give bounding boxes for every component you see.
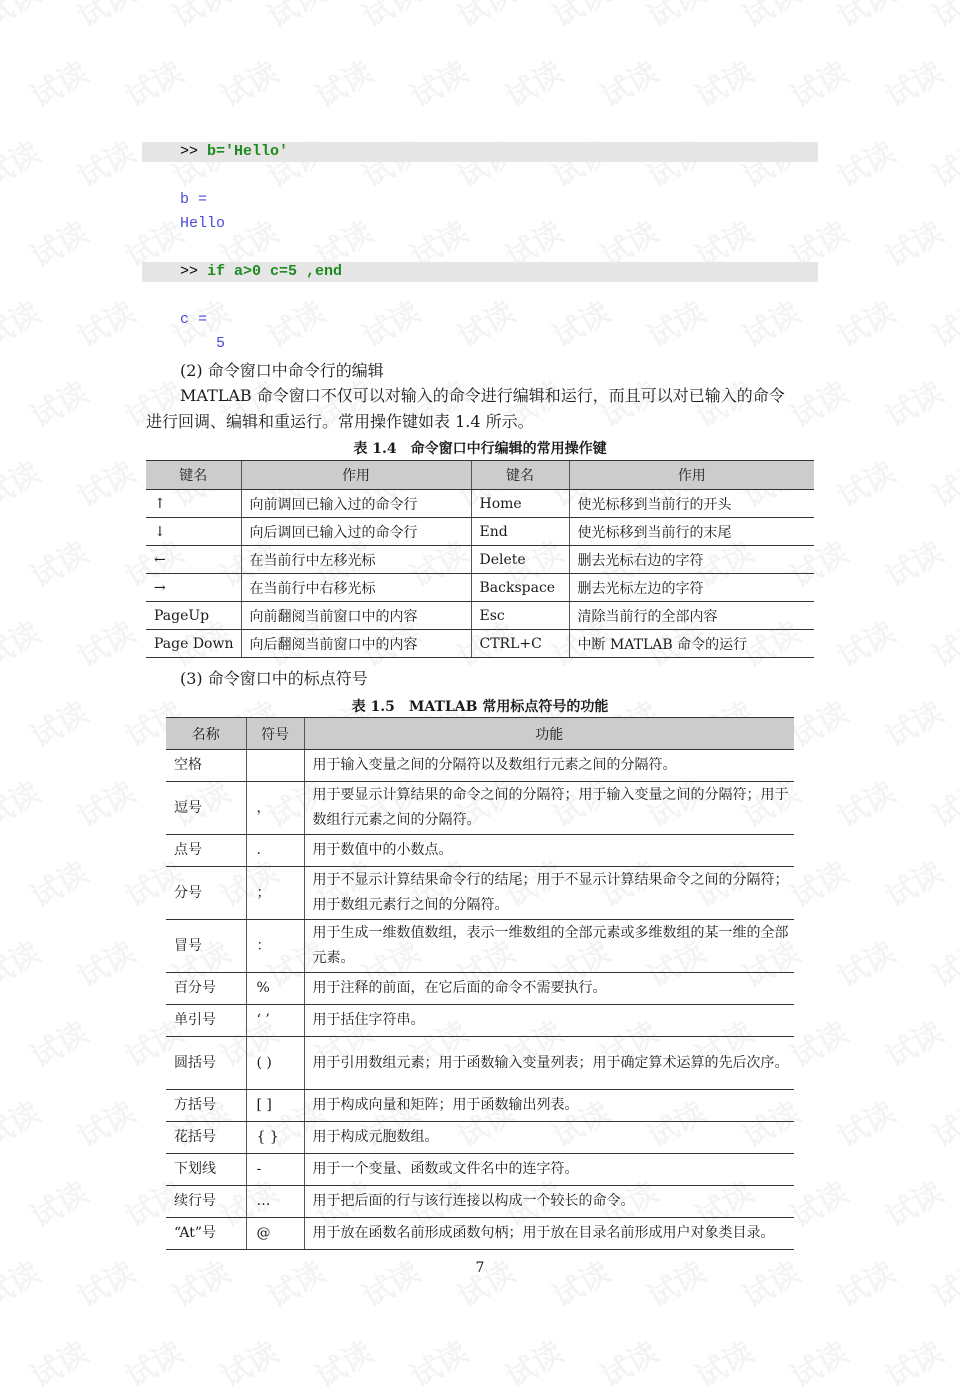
table-cell: … [246,1186,304,1218]
table-cell: 下划线 [166,1154,246,1186]
table-cell: ： [246,920,304,973]
table-row [166,1218,794,1250]
table-caption: 表 1.4 命令窗口中行编辑的常用操作键 [353,441,607,457]
table-cell: 在当前行中左移光标 [241,546,471,574]
table-cell: 用于输入变量之间的分隔符以及数组行元素之间的分隔符。 [304,750,794,782]
table-row [166,1154,794,1186]
paragraph-line: MATLAB 命令窗口不仅可以对输入的命令进行编辑和运行，而且可以对已输入的命令 [180,386,785,405]
table-cell: 使光标移到当前行的末尾 [569,518,814,546]
table-cell: ， [246,782,304,835]
table-row [146,546,814,574]
table-row [146,630,814,658]
table-row [166,1186,794,1218]
table-cell: 用于放在函数名前形成函数句柄；用于放在目录名前形成用户对象类目录。 [304,1218,794,1250]
table-cell: 百分号 [166,973,246,1005]
table-cell: 分号 [166,867,246,920]
table-cell: → [146,574,241,602]
table-edit-keys [146,460,814,658]
column-header: 名称 [166,718,246,750]
table-cell: % [246,973,304,1005]
table-row [166,1090,794,1122]
table-cell: 用于引用数组元素；用于函数输入变量列表；用于确定算术运算的先后次序。 [304,1037,794,1090]
table-row [166,782,794,835]
table-cell: Esc [471,602,569,630]
table-cell: ‘ ’ [246,1005,304,1037]
column-header: 功能 [304,718,794,750]
table-cell: ← [146,546,241,574]
table-cell: 花括号 [166,1122,246,1154]
table-cell: 方括号 [166,1090,246,1122]
table-cell: @ [246,1218,304,1250]
table-header-row [166,718,794,750]
table-cell: CTRL+C [471,630,569,658]
code-command-line: >> b='Hello' [142,142,818,162]
table-row [146,602,814,630]
table-row [146,518,814,546]
table-row [166,1005,794,1037]
table-cell: ( ) [246,1037,304,1090]
table-cell: 用于构成向量和矩阵；用于函数输出列表。 [304,1090,794,1122]
table-cell: 续行号 [166,1186,246,1218]
table-cell: 向后翻阅当前窗口中的内容 [241,630,471,658]
table-cell: 向后调回已输入过的命令行 [241,518,471,546]
column-header: 键名 [146,461,241,490]
code-command-line: >> if a>0 c=5 ,end [142,262,818,282]
table-row [166,750,794,782]
table-row [166,973,794,1005]
table-cell [246,750,304,782]
page-number: 7 [475,1260,485,1276]
table-cell: { } [246,1122,304,1154]
table-row [146,490,814,518]
table-row [166,835,794,867]
table-cell: 中断 MATLAB 命令的运行 [569,630,814,658]
table-cell: 用于把后面的行与该行连接以构成一个较长的命令。 [304,1186,794,1218]
table-row [166,920,794,973]
table-header-row [146,461,814,490]
table-cell: “At”号 [166,1218,246,1250]
table-punctuation [166,717,794,1250]
table-cell: 删去光标左边的字符 [569,574,814,602]
table-cell: 点号 [166,835,246,867]
column-header: 键名 [471,461,569,490]
table-cell: 用于构成元胞数组。 [304,1122,794,1154]
table-caption: 表 1.5 MATLAB 常用标点符号的功能 [351,699,609,715]
table-row [166,867,794,920]
table-cell: Home [471,490,569,518]
section-heading: (2) 命令窗口中命令行的编辑 [180,361,384,380]
section-heading: (3) 命令窗口中的标点符号 [180,669,368,688]
table-cell: End [471,518,569,546]
table-row [146,574,814,602]
table-cell: 向前翻阅当前窗口中的内容 [241,602,471,630]
table-cell: 单引号 [166,1005,246,1037]
table-cell: 在当前行中右移光标 [241,574,471,602]
table-cell: ； [246,867,304,920]
table-cell: 用于数值中的小数点。 [304,835,794,867]
table-cell: Backspace [471,574,569,602]
code-output-line: c = [180,311,208,328]
table-cell: 向前调回已输入过的命令行 [241,490,471,518]
table-cell: [ ] [246,1090,304,1122]
column-header: 作用 [241,461,471,490]
table-cell: 用于要显示计算结果的命令之间的分隔符；用于输入变量之间的分隔符；用于数组行元素之间的分隔符。 [304,782,794,835]
table-cell: 圆括号 [166,1037,246,1090]
table-cell: 用于生成一维数值数组，表示一维数组的全部元素或多维数组的某一维的全部元素。 [304,920,794,973]
column-header: 作用 [569,461,814,490]
table-cell: 清除当前行的全部内容 [569,602,814,630]
table-cell: 用于注释的前面，在它后面的命令不需要执行。 [304,973,794,1005]
table-cell: 用于不显示计算结果命令行的结尾；用于不显示计算结果命令之间的分隔符；用于数组元素行之间的分隔符。 [304,867,794,920]
table-cell: 使光标移到当前行的开头 [569,490,814,518]
table-cell: 用于一个变量、函数或文件名中的连字符。 [304,1154,794,1186]
table-cell: 冒号 [166,920,246,973]
table-row [166,1122,794,1154]
table-cell: 逗号 [166,782,246,835]
table-cell: Delete [471,546,569,574]
code-output-line: Hello [180,215,226,232]
table-cell: - [246,1154,304,1186]
table-row [166,1037,794,1090]
table-cell: Page Down [146,630,241,658]
code-output-line: 5 [180,335,226,352]
code-output-line: b = [180,191,208,208]
table-cell: PageUp [146,602,241,630]
table-cell: ↓ [146,518,241,546]
table-cell: 删去光标右边的字符 [569,546,814,574]
table-cell: . [246,835,304,867]
code-block [142,142,818,356]
table-cell: 用于括住字符串。 [304,1005,794,1037]
paragraph-line: 进行回调、编辑和重运行。常用操作键如表 1.4 所示。 [146,412,534,431]
column-header: 符号 [246,718,304,750]
table-cell: ↑ [146,490,241,518]
table-cell: 空格 [166,750,246,782]
